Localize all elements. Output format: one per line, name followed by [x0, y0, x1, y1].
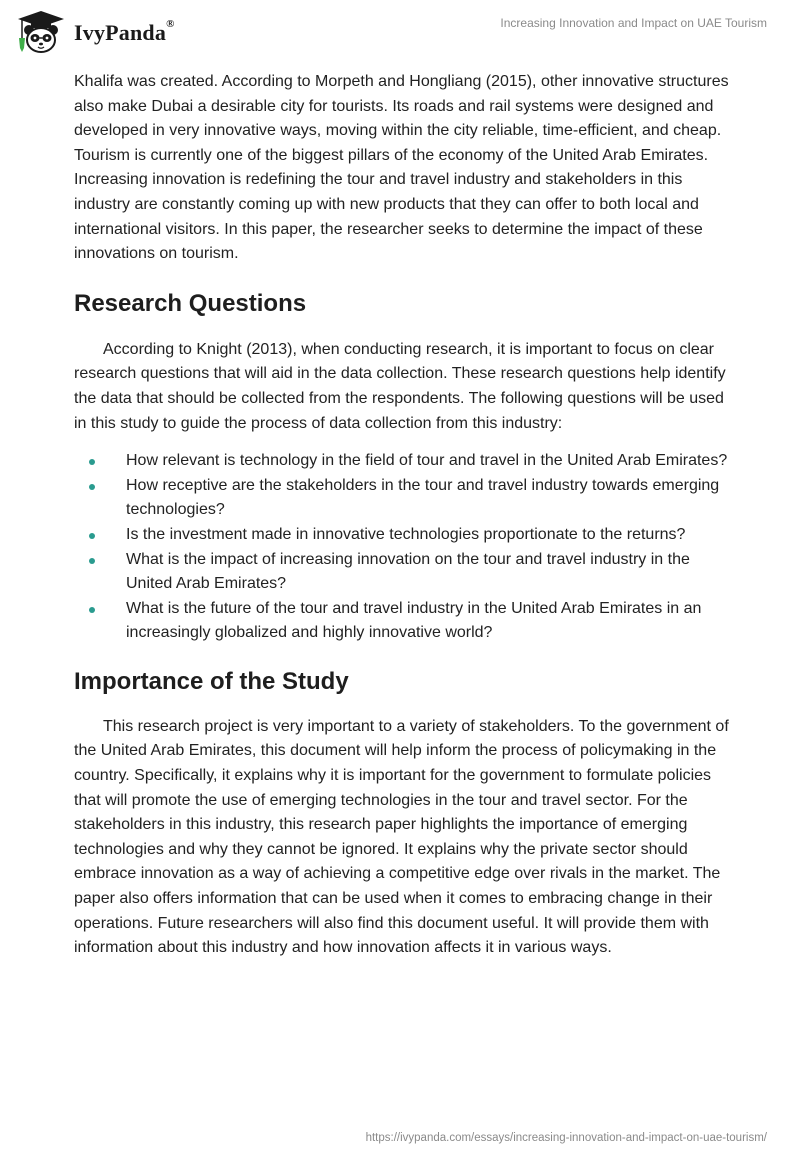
list-item-text: What is the future of the tour and travel industry in the United Arab Emirates in an increasingly globalized and highly innovative world?	[126, 599, 702, 642]
bullet-icon	[89, 459, 95, 465]
running-title: Increasing Innovation and Impact on UAE Tourism	[500, 16, 767, 30]
bullet-icon	[89, 607, 95, 613]
list-item	[74, 474, 730, 523]
importance-heading: Importance of the Study	[74, 667, 349, 695]
panda-graduate-icon	[14, 8, 68, 56]
research-questions-list	[74, 449, 730, 646]
research-questions-heading: Research Questions	[74, 289, 307, 317]
essay-content	[74, 70, 730, 961]
list-item-text: What is the impact of increasing innovation on the tour and travel industry in the United Arab Emirates?	[126, 550, 690, 593]
bullet-icon	[89, 484, 95, 490]
list-item	[74, 449, 730, 474]
bullet-icon	[89, 533, 95, 539]
ivypanda-logo[interactable]	[14, 8, 175, 56]
list-item	[74, 597, 730, 646]
bullet-icon	[89, 558, 95, 564]
list-item	[74, 523, 730, 548]
list-item-text: How receptive are the stakeholders in the tour and travel industry towards emerging technologies?	[126, 476, 720, 519]
list-item	[74, 548, 730, 597]
logo-text: IvyPanda®	[74, 18, 175, 45]
list-item-text: How relevant is technology in the field of tour and travel in the United Arab Emirates?	[126, 452, 728, 470]
source-url[interactable]: https://ivypanda.com/essays/increasing-innovation-and-impact-on-uae-tourism/	[365, 1132, 767, 1144]
intro-paragraph: Khalifa was created. According to Morpeth and Hongliang (2015), other innovative structures also make Dubai a desirable city for tourists. Its roads and rail systems were designed and developed in very innovative ways, moving within the city reliable, time-efficient, and cheap. Tourism is currently one of the biggest pillars of the economy of the United Arab Emirates. Increasing innovation is redefining the tour and travel industry and stakeholders in this industry are constantly coming up with new products that they can offer to both local and international visitors. In this paper, the researcher seeks to determine the impact of these innovations on tourism.	[74, 73, 729, 263]
page-header	[0, 0, 800, 62]
list-item-text: Is the investment made in innovative technologies proportionate to the returns?	[126, 525, 686, 543]
research-questions-paragraph: According to Knight (2013), when conducting research, it is important to focus on clear research questions that will aid in the data collection. These research questions help identify the data that should be collected from the respondents. The following questions will be used in this study to guide the process of data collection from this industry:	[74, 340, 726, 432]
importance-paragraph: This research project is very important to a variety of stakeholders. To the government of the United Arab Emirates, this document will help inform the process of policymaking in the country. Specifically, it explains why it is important for the government to formulate policies that will promote the use of emerging technologies in the tour and travel sector. For the stakeholders in this industry, this research paper highlights the importance of emerging technologies and why they cannot be ignored. It explains why the private sector should embrace innovation as a way of achieving a competitive edge over rivals in the market. The paper also offers information that can be used when it comes to embracing change in their operations. Future researchers will also find this document useful. It will provide them with information about this industry and how innovation affects it in various ways.	[74, 717, 729, 957]
